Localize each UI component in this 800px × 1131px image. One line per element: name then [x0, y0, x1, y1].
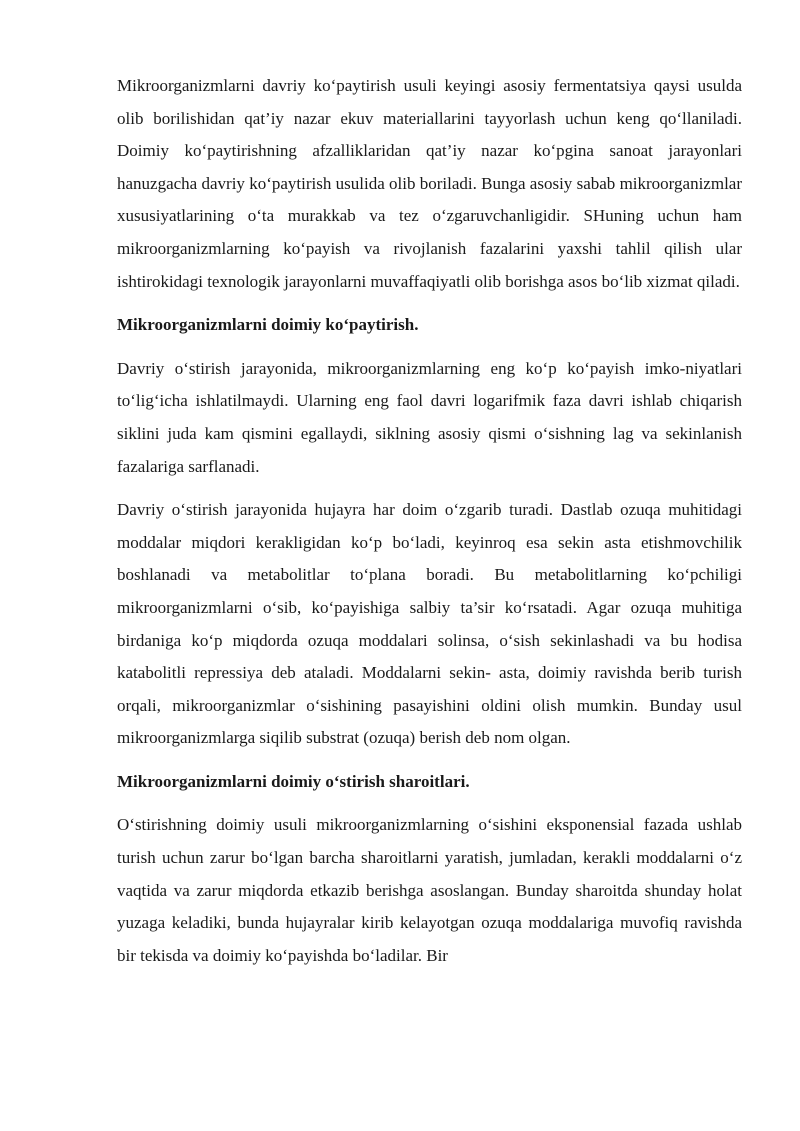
section-heading-continuous-reproduction: Mikroorganizmlarni doimiy ko‘paytirish.: [117, 315, 419, 335]
section-heading-continuous-conditions: Mikroorganizmlarni doimiy o‘stirish sharoitlari.: [117, 771, 470, 791]
paragraph-intro: Mikroorganizmlarni davriy ko‘paytirish usuli keyingi asosiy fermentatsiya qaysi usulda olib borilishidan qat’iy nazar ekuv materiallarini tayyorlash uchun keng qo‘llaniladi. Doimiy ko‘paytirishning afzalliklaridan qat’iy nazar ko‘pgina sanoat jarayonlari hanuzgacha davriy ko‘paytirish usulida olib boriladi. Bunga asosiy sabab mikroorganizmlar xususiyatlarining o‘ta murakkab va tez o‘zgaruvchanligidir. SHuning uchun ham mikroorganizmlarning ko‘payish va rivojlanish fazalarini yaxshi tahlil qilish ular ishtirokidagi texnologik jarayonlarni muvaffaqiyatli olib borishga asos bo‘lib xizmat qiladi.: [117, 76, 742, 291]
paragraph-continuous-method: O‘stirishning doimiy usuli mikroorganizmlarning o‘sishini eksponensial fazada ushlab turish uchun zarur bo‘lgan barcha sharoitlarni yaratish, jumladan, kerakli moddalarni o‘z vaqtida va zarur miqdorda etkazib berishga asoslangan. Bunday sharoitda shunday holat yuzaga keladiki, bunda hujayralar kirib kelayotgan ozuqa moddalariga muvofiq ravishda bir tekisda va doimiy ko‘payishda bo‘ladilar. Bir: [117, 815, 742, 965]
paragraph-batch-cultivation: Davriy o‘stirish jarayonida, mikroorganizmlarning eng ko‘p ko‘payish imko-niyatlari to‘lig‘icha ishlatilmaydi. Ularning eng faol davri logarifmik faza davri ishlab chiqarish siklini juda kam qismini egallaydi, siklning asosiy qismi o‘sishning lag va sekinlanish fazalariga sarflanadi.: [117, 358, 742, 476]
paragraph-cell-changes: Davriy o‘stirish jarayonida hujayra har doim o‘zgarib turadi. Dastlab ozuqa muhitidagi moddalar miqdori kerakligidan ko‘p bo‘ladi, keyinroq esa sekin asta etishmovchilik boshlanadi va metabolitlar to‘plana boradi. Bu metabolitlarning ko‘pchiligi mikroorganizmlarni o‘sib, ko‘payishiga salbiy ta’sir ko‘rsatadi. Agar ozuqa muhitiga birdaniga ko‘p miqdorda ozuqa moddalari solinsa, o‘sish sekinlashadi va bu hodisa katabolitli repressiya deb ataladi. Moddalarni sekin- asta, doimiy ravishda berib turish orqali, mikroorganizmlar o‘sishining pasayishini oldini olish mumkin. Bunday usul mikroorganizmlarga siqilib substrat (ozuqa) berish deb nom olgan.: [117, 500, 742, 748]
document-body: [117, 70, 742, 983]
